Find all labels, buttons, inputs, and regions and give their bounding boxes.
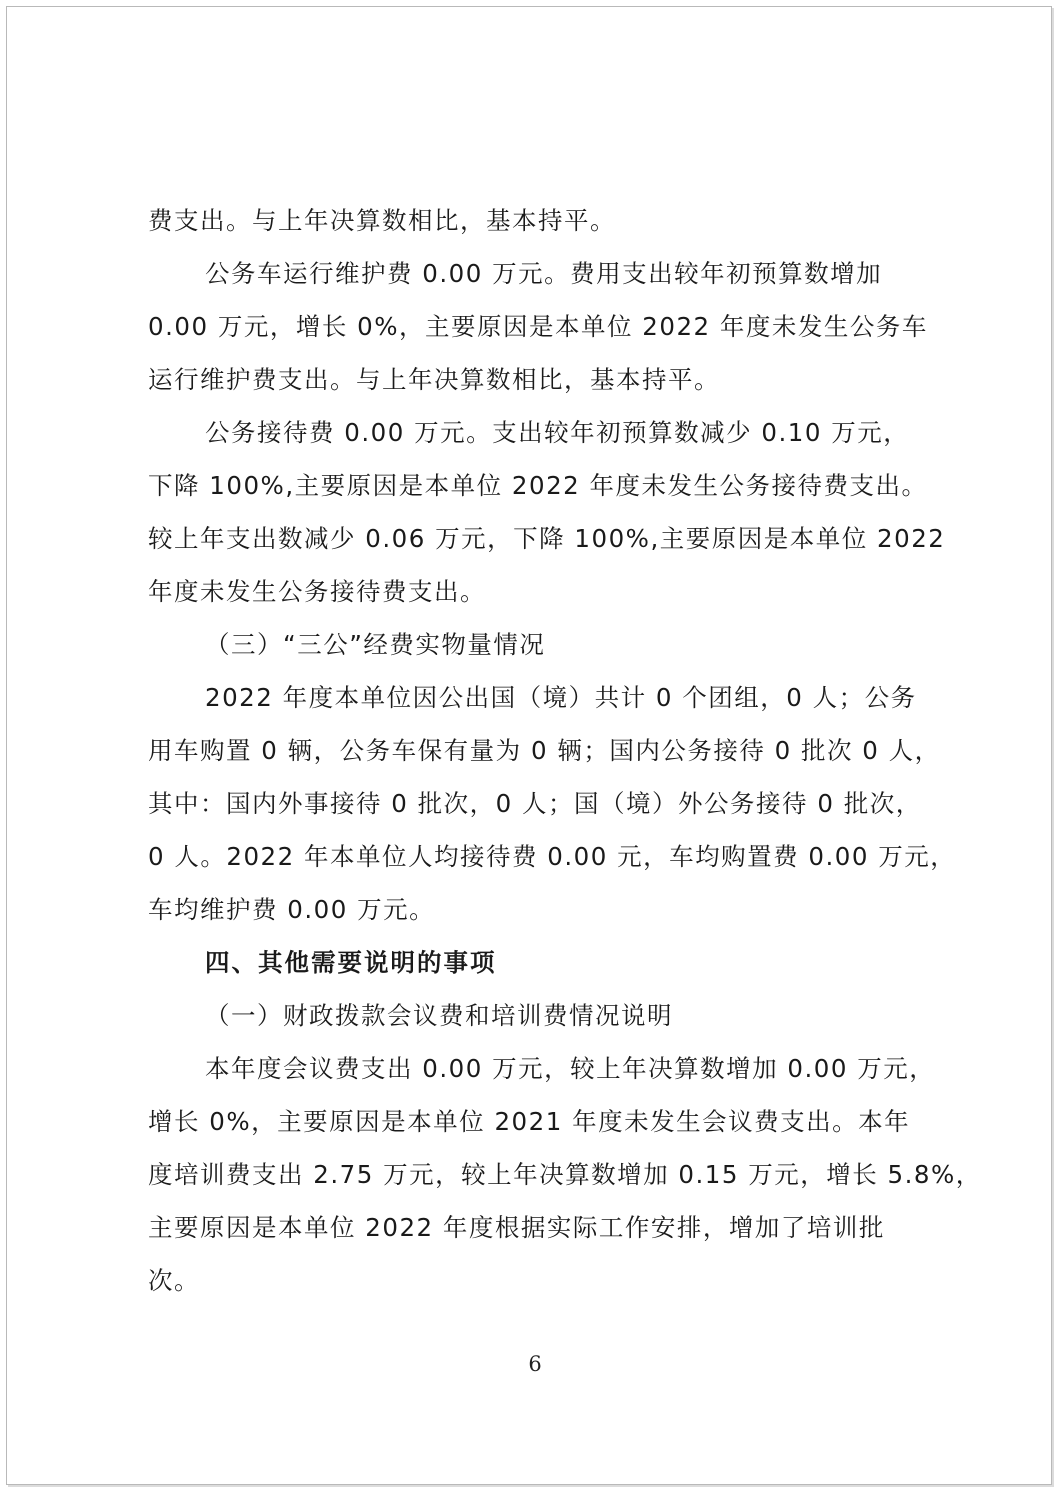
text-line: 主要原因是本单位 2022 年度根据实际工作安排，增加了培训批 [148,1213,885,1242]
text-line: 0.00 万元，增长 0%，主要原因是本单位 2022 年度未发生公务车 [148,312,928,341]
subsection-heading: （三）“三公”经费实物量情况 [205,630,546,659]
text-line: 其中：国内外事接待 0 批次，0 人；国（境）外公务接待 0 批次， [148,789,922,818]
text-line: 年度未发生公务接待费支出。 [148,577,486,606]
text-line: 次。 [148,1266,200,1295]
text-line: 较上年支出数减少 0.06 万元，下降 100%,主要原因是本单位 2022 [148,524,946,553]
text-line: 2022 年度本单位因公出国（境）共计 0 个团组，0 人；公务 [205,683,917,712]
text-line: 公务车运行维护费 0.00 万元。费用支出较年初预算数增加 [205,259,883,288]
text-line: 下降 100%,主要原因是本单位 2022 年度未发生公务接待费支出。 [148,471,928,500]
page-number: 6 [528,1352,542,1376]
text-line: 本年度会议费支出 0.00 万元，较上年决算数增加 0.00 万元， [205,1054,936,1083]
subsection-heading: （一）财政拨款会议费和培训费情况说明 [205,1001,673,1030]
text-line: 增长 0%，主要原因是本单位 2021 年度未发生会议费支出。本年 [148,1107,911,1136]
text-line: 0 人。2022 年本单位人均接待费 0.00 元，车均购置费 0.00 万元， [148,842,957,871]
text-line: 费支出。与上年决算数相比，基本持平。 [148,206,616,235]
section-heading: 四、其他需要说明的事项 [205,948,497,977]
text-line: 公务接待费 0.00 万元。支出较年初预算数减少 0.10 万元， [205,418,910,447]
text-line: 用车购置 0 辆，公务车保有量为 0 辆；国内公务接待 0 批次 0 人， [148,736,941,765]
text-line: 度培训费支出 2.75 万元，较上年决算数增加 0.15 万元，增长 5.8%， [148,1160,982,1189]
text-line: 运行维护费支出。与上年决算数相比，基本持平。 [148,365,720,394]
text-line: 车均维护费 0.00 万元。 [148,895,436,924]
